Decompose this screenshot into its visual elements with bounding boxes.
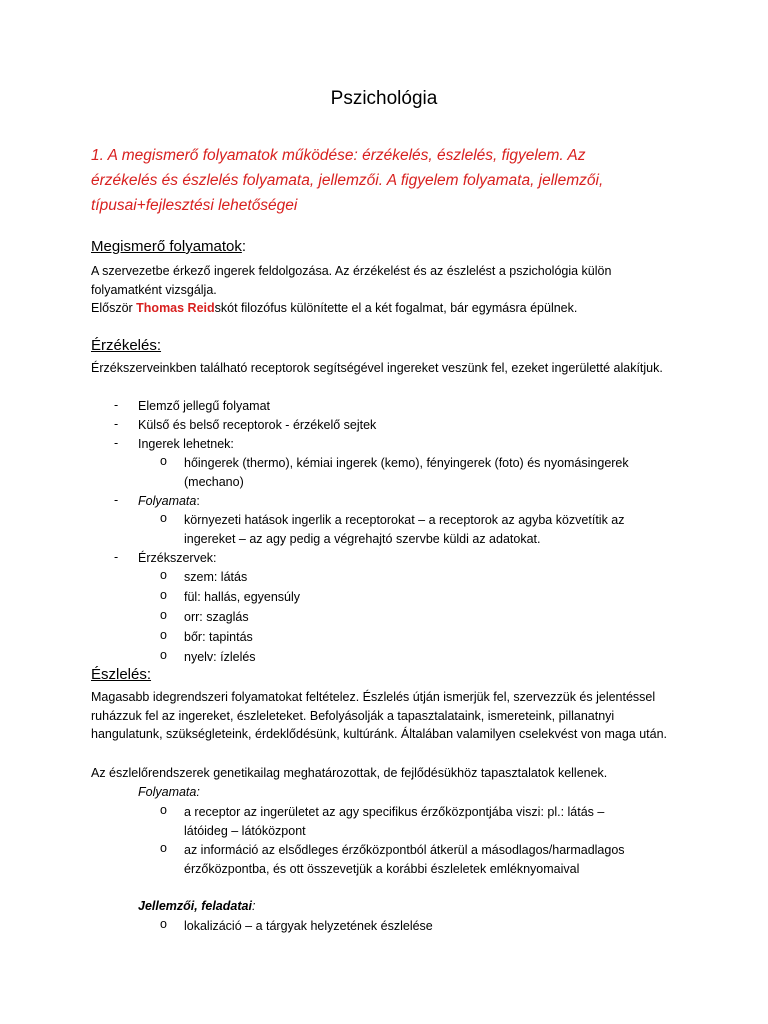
dash-marker: - — [114, 493, 119, 507]
label-colon: : — [251, 899, 256, 913]
circle-marker: o — [160, 648, 167, 662]
paragraph-reid — [91, 299, 691, 318]
circle-marker: o — [160, 568, 167, 582]
circle-marker: o — [160, 917, 167, 931]
topic-heading: 1. A megismerő folyamatok működése: érzékelés, észlelés, figyelem. Az érzékelés és észlelés folyamata, jellemzői. A figyelem folyamata, jellemzői, típusai+fejlesztési lehetőségei — [91, 147, 604, 214]
paragraph: Érzékszerveinkben található receptorok segítségével ingereket veszünk fel, ezeket ingerületté alakítjuk. — [91, 361, 663, 375]
dash-marker: - — [114, 417, 119, 431]
sub-list-item: hőingerek (thermo), kémiai ingerek (kemo), fényingerek (foto) és nyomásingerek (mechano) — [184, 456, 629, 489]
circle-marker: o — [160, 511, 167, 525]
circle-marker: o — [160, 841, 167, 855]
italic-label: Folyamata — [138, 494, 197, 508]
circle-marker: o — [160, 628, 167, 642]
label-colon: : — [196, 494, 200, 508]
italic-label: Folyamata — [138, 785, 197, 799]
dash-marker: - — [114, 436, 119, 450]
sub-list-item: fül: hallás, egyensúly — [184, 590, 301, 604]
paragraph: A szervezetbe érkező ingerek feldolgozása. Az érzékelést és az észlelést a pszichológia külön folyamatként vizsgálja. — [91, 264, 612, 297]
section-heading-erzekeles: Érzékelés: — [91, 337, 162, 354]
section-heading-colon: : — [241, 238, 247, 255]
list-item: Elemző jellegű folyamat — [138, 399, 271, 413]
sub-list-item: környezeti hatások ingerlik a receptorokat – a receptorok az agyba közvetítik az ingereket – az agy pedig a végrehajtó szervbe küldi az adatokat. — [184, 513, 625, 546]
circle-marker: o — [160, 803, 167, 817]
text-run: skót filozófus különítette el a két fogalmat, bár egymásra épülnek. — [214, 301, 578, 315]
section-heading-text: Megismerő folyamatok — [91, 238, 242, 255]
circle-marker: o — [160, 588, 167, 602]
subheading-jellemzoi — [138, 897, 658, 916]
list-item-folyamata — [138, 492, 658, 511]
list-item: Ingerek lehetnek: — [138, 437, 234, 451]
sub-list-item: bőr: tapintás — [184, 630, 253, 644]
sub-list-item: orr: szaglás — [184, 610, 249, 624]
sub-list-item: nyelv: ízlelés — [184, 650, 256, 664]
section-heading-megismero — [91, 238, 246, 255]
sub-list-item: lokalizáció – a tárgyak helyzetének észlelése — [184, 919, 433, 933]
paragraph: Magasabb idegrendszeri folyamatokat feltételez. Észlelés útján ismerjük fel, szervezzük és jelentéssel ruházzuk fel az ingereket, észleleteket. Befolyásolják a tapasztalataink, ismereteink, pillanatnyi hangulatunk, szükségleteink, érdeklődésünk, kultúránk. Általában valamilyen cselekvést von maga után. — [91, 690, 668, 741]
highlighted-name: Thomas Reid — [136, 301, 215, 315]
circle-marker: o — [160, 608, 167, 622]
sub-list-item: a receptor az ingerületet az agy specifikus érzőközpontjába viszi: pl.: látás – látóideg – látóközpont — [184, 805, 605, 838]
dash-marker: - — [114, 550, 119, 564]
list-item: Külső és belső receptorok - érzékelő sejtek — [138, 418, 377, 432]
circle-marker: o — [160, 454, 167, 468]
sub-list-item: az információ az elsődleges érzőközpontból átkerül a másodlagos/harmadlagos érzőközpontba, és ott összevetjük a korábbi észleletek emléknyomaival — [184, 843, 625, 876]
section-heading-eszleles: Észlelés: — [91, 666, 152, 683]
label-colon: : — [196, 785, 200, 799]
subheading-folyamata — [138, 783, 658, 802]
text-run: Először — [91, 301, 137, 315]
list-item: Érzékszervek: — [138, 551, 217, 565]
page-title: Pszichológia — [330, 88, 438, 109]
sub-list-item: szem: látás — [184, 570, 248, 584]
paragraph: Az észlelőrendszerek genetikailag meghatározottak, de fejlődésükhöz tapasztalatok kellenek. — [91, 766, 608, 780]
italic-label: Jellemzői, feladatai — [138, 899, 252, 913]
dash-marker: - — [114, 398, 119, 412]
